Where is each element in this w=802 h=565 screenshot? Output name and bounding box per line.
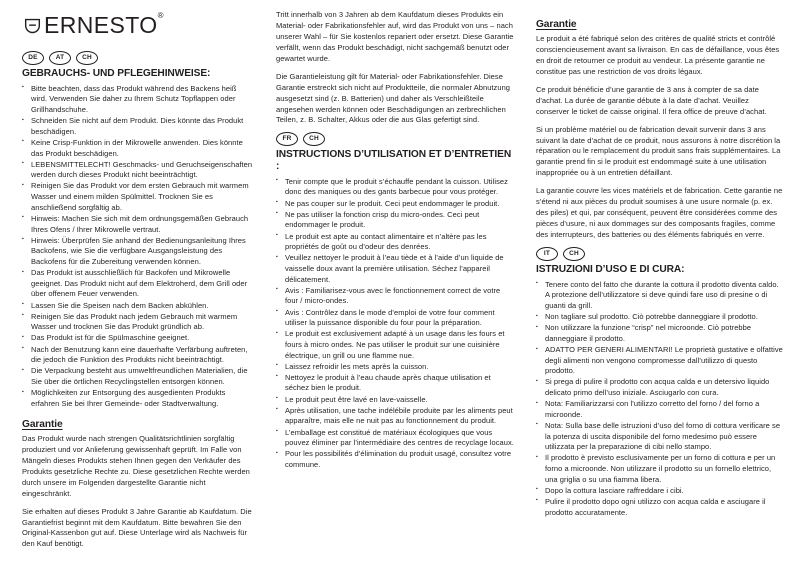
list-instructions-fr — [276, 177, 514, 471]
list-item: ▪ Nach der Benutzung kann eine dauerhafte Verfärbung auftreten, die jedoch die Funktion des Produkts nicht beeinträchtigt. — [22, 345, 254, 366]
heading-gebrauchs-pflegehinweise: GEBRAUCHS- UND PFLEGEHINWEISE: — [22, 68, 211, 79]
list-item: ▪ Si prega di pulire il prodotto con acqua calda e un detersivo liquido delicato primo dell’uso iniziale. Asciugarlo con cura. — [536, 377, 784, 398]
list-istruzioni-it — [536, 280, 784, 519]
garantie-de-text — [22, 434, 254, 550]
three-column-layout — [8, 10, 794, 559]
heading-istruzioni-uso-cura: ISTRUZIONI D’USO E DI CURA: — [535, 263, 685, 275]
paragraph: La garantie couvre les vices matériels et de fabrication. Cette garantie ne s’étend ni aux pièces du produit soumises à une usure normale (p. ex. des piles) et qui, par conséquent, peuvent être considérées comme des pièces d’usure, ni aux dommages sur des composants fragiles, comme des interrupteurs, des batteries ou des éléments fabriqués en verre. — [535, 186, 783, 239]
block-de-main — [22, 51, 254, 550]
garantie-de-continued — [276, 10, 514, 126]
list-item: ▪ Avis : Familiarisez-vous avec le fonctionnement correct de votre four / micro-ondes. — [276, 286, 514, 307]
list-item: ▪ Il prodotto è previsto esclusivamente per un forno di cottura e per un forno a microonde. Non utilizzare il prodotto su un fornello elettrico, una griglia o su una fiamma libera. — [536, 453, 784, 485]
column-fr — [270, 10, 532, 559]
list-item: ▪ Dopo la cottura lasciare raffreddare i cibi. — [536, 486, 784, 497]
country-badges-it — [536, 247, 784, 261]
list-item: ▪ Tenir compte que le produit s’échauffe pendant la cuisson. Utilisez donc des maniques ou des gants barbecue pour vous protéger. — [276, 177, 514, 198]
garantie-fr-text — [536, 34, 784, 241]
list-item: ▪ Bitte beachten, dass das Produkt während des Backens heiß wird. Verwenden Sie daher zu Ihrem Schutz Topflappen oder Grillhandschuhe. — [22, 84, 254, 116]
list-item: ▪ Hinweis: Überprüfen Sie anhand der Bedienungsanleitung Ihres Backofens, wie Sie die verfügbare Ausgangsleistung des Backofens für die Zubereitung verwenden können. — [22, 236, 254, 268]
badge-it: IT — [536, 247, 558, 261]
badge-ch: CH — [303, 132, 325, 146]
list-item: ▪ Ne pas utiliser la fonction crisp du micro-ondes. Ceci peut endommager le produit. — [276, 210, 514, 231]
list-item: ▪ Pour les possibilités d’élimination du produit usagé, consultez votre commune. — [276, 449, 514, 470]
list-gebrauchshinweise-de — [22, 84, 254, 410]
paragraph: Sie erhalten auf dieses Produkt 3 Jahre Garantie ab Kaufdatum. Die Garantiefrist beginnt mit dem Kaufdatum. Bitte bewahren Sie den Original-Kassenbon gut auf. Diese Unterlage wird als Nachweis für den Kauf benötigt. — [22, 506, 252, 549]
list-item: ▪ Möglichkeiten zur Entsorgung des ausgedienten Produkts erfahren Sie bei Ihrer Gemeinde- oder Stadtverwaltung. — [22, 388, 254, 409]
paragraph: Le produit a été fabriqué selon des critères de qualité stricts et contrôlé consciencieusement avant sa livraison. En cas de défaillance, vous êtes en droit de retourner ce produit au vendeur. La présente garantie ne constitue pas une restriction de vos droits légaux. — [535, 34, 780, 76]
column-it — [532, 10, 794, 559]
list-item: ▪ Le produit est apte au contact alimentaire et n’altère pas les propriétés de goût ou d’odeur des denrées. — [276, 232, 514, 253]
list-item: ▪ Die Verpackung besteht aus umweltfreundlichen Materialien, die Sie über die örtlichen Recyclingstellen entsorgen können. — [22, 366, 254, 387]
list-item: ▪ Reinigen Sie das Produkt vor dem ersten Gebrauch mit warmem Wasser und einem milden Spülmittel. Trocknen Sie es anschließend sorgfältig ab. — [22, 181, 254, 213]
list-item: ▪ Non utilizzare la funzione “crisp” nel microonde. Ciò potrebbe danneggiare il prodotto. — [536, 323, 784, 344]
badge-de: DE — [22, 51, 44, 65]
registered-mark: ® — [157, 11, 164, 21]
list-item: ▪ Nettoyez le produit à l’eau chaude après chaque utilisation et séchez bien le produit. — [276, 373, 514, 394]
list-item: ▪ Das Produkt ist für die Spülmaschine geeignet. — [22, 333, 254, 344]
brand-name — [44, 11, 164, 38]
list-item: ▪ ADATTO PER GENERI ALIMENTARI! Le proprietà gustative e olfattive degli alimenti non vengono compromesse dall’utilizzo di questo prodotto. — [536, 345, 784, 377]
list-item: ▪ Pulire il prodotto dopo ogni utilizzo con acqua calda e asciugare il prodotto accuratamente. — [536, 497, 784, 518]
list-item: ▪ Non tagliare sul prodotto. Ciò potrebbe danneggiare il prodotto. — [536, 312, 784, 323]
list-item: ▪ Schneiden Sie nicht auf dem Produkt. Dies könnte das Produkt beschädigen. — [22, 116, 254, 137]
heading-garantie-de: Garantie — [22, 418, 63, 430]
list-item: ▪ Das Produkt ist ausschließlich für Backofen und Mikrowelle geeignet. Das Produkt nicht auf dem Elektroherd, dem Grill oder über offenem Feuer verwenden. — [22, 268, 254, 300]
list-item: ▪ Keine Crisp-Funktion in der Mikrowelle anwenden. Dies könnte das Produkt beschädigen. — [22, 138, 254, 159]
list-item: ▪ Après utilisation, une tache indélébile produite par les aliments peut apparaître, mais elle ne nuit pas au fonctionnement du produit. — [276, 406, 514, 427]
list-item: ▪ Nota: Familiarizzarsi con l’utilizzo corretto del forno / del forno a microonde. — [536, 399, 784, 420]
brand-name-text: ERNESTO — [44, 12, 158, 38]
list-item: ▪ Ne pas couper sur le produit. Ceci peut endommager le produit. — [276, 199, 514, 210]
list-item: ▪ Lassen Sie die Speisen nach dem Backen abkühlen. — [22, 301, 254, 312]
list-item: ▪ Avis : Contrôlez dans le mode d’emploi de votre four comment utiliser la puissance disponible du four pour la préparation. — [276, 308, 514, 329]
list-item: ▪ Le produit est exclusivement adapté à un usage dans les fours et fours à micro ondes. Ne pas utiliser le produit sur une cuisinière électrique, un grill ou une flamme nue. — [276, 329, 514, 361]
list-item: ▪ L’emballage est constitué de matériaux écologiques que vous pouvez éliminer par l’intermédiaire des centres de recyclage locaux. — [276, 428, 514, 449]
column-de — [8, 10, 270, 559]
paragraph: Die Garantieleistung gilt für Material- oder Fabrikationsfehler. Diese Garantie erstreckt sich nicht auf Produktteile, die normaler Abnutzung ausgesetzt sind (z. B. Batterien) und daher als Verschleißteile angesehen werden können oder Beschädigungen an zerbrechlichen Teilen, z. B. Schalter, Akkus oder die aus Glas gefertigt sind. — [275, 71, 511, 125]
country-badges-de — [22, 51, 254, 65]
paragraph: Das Produkt wurde nach strengen Qualitätsrichtlinien sorgfältig produziert und vor Anlieferung gewissenhaft geprüft. Im Falle von Mängeln dieses Produkts stehen Ihnen gegen den Verkäufer des Produkts gesetzliche Rechte zu. Diese gesetzlichen Rechte werden durch unsere im Folgenden dargestellte Garantie nicht eingeschränkt. — [22, 433, 250, 498]
paragraph: Tritt innerhalb von 3 Jahren ab dem Kaufdatum dieses Produkts ein Material- oder Fabrikationsfehler auf, wird das Produkt von uns – nach unserer Wahl – für Sie kostenlos repariert oder ersetzt. Diese Garantie verfällt, wenn das Produkt beschädigt, nicht sachgemäß benutzt oder gewartet wurde. — [275, 10, 514, 63]
brand-logo — [22, 11, 254, 38]
list-item: ▪ Hinweis: Machen Sie sich mit dem ordnungsgemäßen Gebrauch Ihres Ofens / Ihrer Mikrowelle vertraut. — [22, 214, 254, 235]
heading-instructions-utilisation: INSTRUCTIONS D’UTILISATION ET D’ENTRETIEN : — [275, 149, 512, 173]
paragraph: Si un problème matériel ou de fabrication devait survenir dans 3 ans suivant la date d’achat de ce produit, nous assurons à notre discrétion la réparation ou le remplacement du produit sans frais supplémentaires. La garantie prend fin si le produit est endommagé suite à une utilisation inappropriée ou à un entretien défaillant. — [535, 124, 781, 178]
badge-ch: CH — [563, 247, 585, 261]
list-item: ▪ Le produit peut être lavé en lave-vaisselle. — [276, 395, 514, 406]
list-item: ▪ Nota: Sulla base delle istruzioni d’uso del forno di cottura verificare se la potenza di uscita disponibile del forno medesimo può essere utilizzata per la preparazione di cibi nello stampo. — [536, 421, 784, 453]
list-item: ▪ Laissez refroidir les mets après la cuisson. — [276, 362, 514, 373]
country-badges-fr — [276, 132, 514, 146]
list-item: ▪ Veuillez nettoyer le produit à l’eau tiède et à l’aide d’un liquide de vaisselle doux avant la première utilisation. Séchez l’appareil délicatement. — [276, 253, 514, 285]
list-item: ▪ Tenere conto del fatto che durante la cottura il prodotto diventa caldo. A protezione dell’utilizzatore si deve quindi fare uso di presine o di guanti da grill. — [536, 280, 784, 312]
badge-at: AT — [49, 51, 71, 65]
badge-fr: FR — [276, 132, 298, 146]
list-item: ▪ LEBENSMITTELECHT! Geschmacks- und Geruchseigenschaften werden durch dieses Produkt nicht beeinträchtigt. — [22, 160, 254, 181]
heading-garantie-fr: Garantie — [535, 19, 577, 30]
badge-ch: CH — [76, 51, 98, 65]
pot-shield-icon — [22, 15, 43, 36]
list-item: ▪ Reinigen Sie das Produkt nach jedem Gebrauch mit warmem Wasser und trocknen Sie das Produkt gründlich ab. — [22, 312, 254, 333]
paragraph: Ce produit bénéficie d’une garantie de 3 ans à compter de sa date d’achat. La durée de garantie débute à la date d’achat. Veuillez conserver le ticket de caisse original. Il fera office de preuve d’achat. — [535, 84, 767, 116]
